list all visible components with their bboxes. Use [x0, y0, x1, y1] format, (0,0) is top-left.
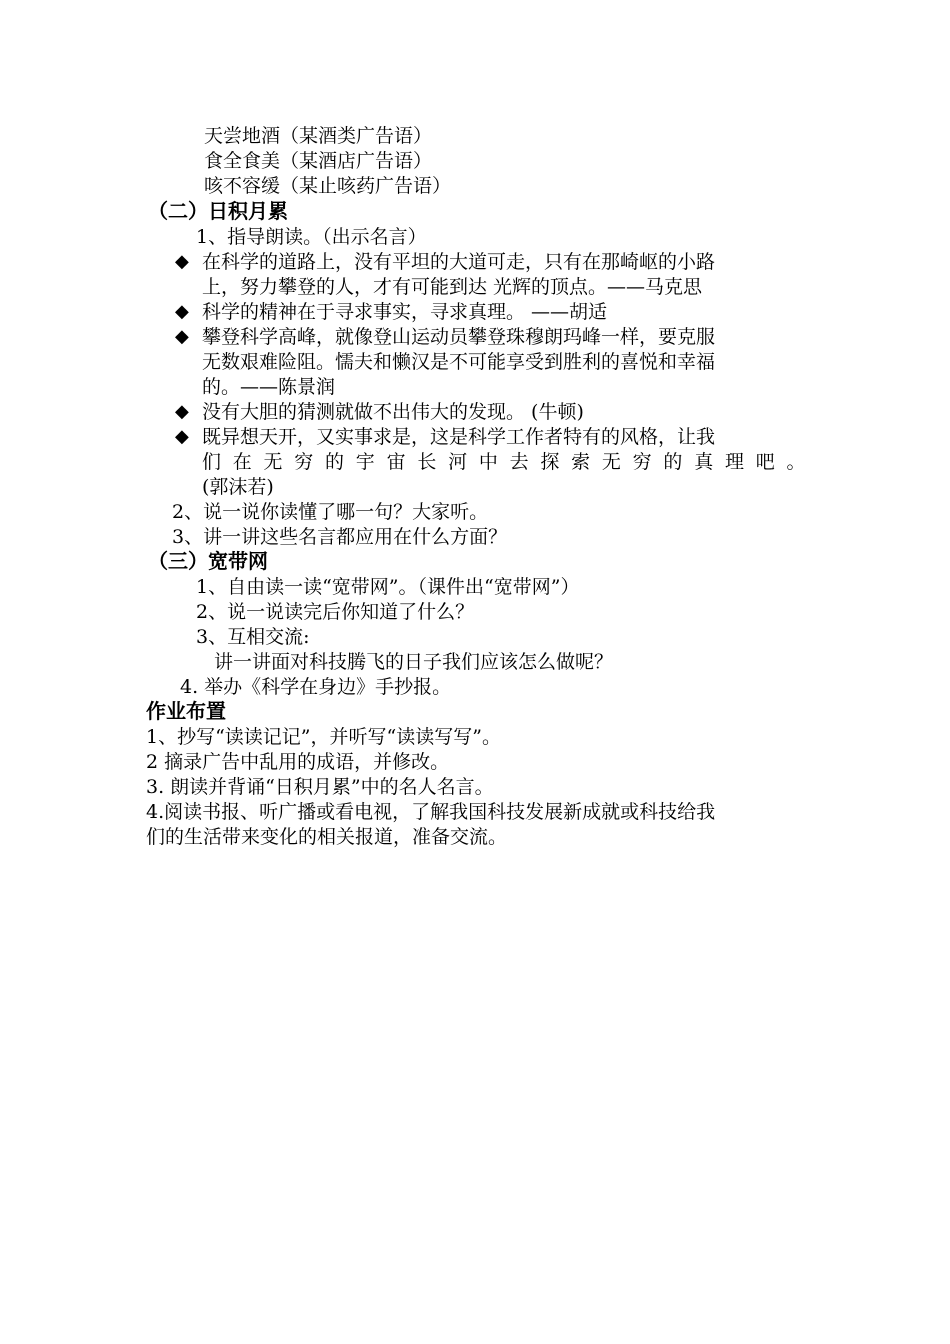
- diamond-bullet-icon: ◆: [175, 251, 189, 272]
- quote-guomoruo-line-1: 既异想天开，又实事求是，这是科学工作者特有的风格，让我: [202, 426, 716, 448]
- step-explain-quote: 2、说一说你读懂了哪一句？大家听。: [172, 501, 489, 523]
- quote-chenjingrun-line-2: 无数艰难险阻。懦夫和懒汉是不可能享受到胜利的喜悦和幸福: [202, 351, 716, 373]
- homework-item-3: 3. 朗读并背诵“日积月累”中的名人名言。: [146, 776, 494, 798]
- step-apply-quotes: 3、讲一讲这些名言都应用在什么方面？: [172, 526, 508, 548]
- quote-marx-line-2: 上，努力攀登的人，才有可能到达 光辉的顶点。——马克思: [202, 276, 703, 298]
- quote-marx-line-1: 在科学的道路上，没有平坦的大道可走，只有在那崎岖的小路: [202, 251, 716, 273]
- quote-chenjingrun-line-3: 的。——陈景润: [202, 376, 336, 398]
- diamond-bullet-icon: ◆: [175, 426, 189, 447]
- section-heading-broadband: （三）宽带网: [148, 549, 268, 573]
- quote-hushi: 科学的精神在于寻求事实，寻求真理。 ——胡适: [202, 301, 608, 323]
- section-heading-rijiyuelei: （二）日积月累: [148, 199, 288, 223]
- ad-slogan-1: 天尝地酒（某酒类广告语）: [204, 125, 433, 147]
- ad-slogan-2: 食全食美（某酒店广告语）: [204, 150, 433, 172]
- homework-item-4-line-2: 们的生活带来变化的相关报道，准备交流。: [146, 826, 508, 848]
- step-exchange: 3、互相交流:: [196, 626, 310, 648]
- quote-newton: 没有大胆的猜测就做不出伟大的发现。 (牛顿): [202, 401, 584, 423]
- step-exchange-detail: 讲一讲面对科技腾飞的日子我们应该怎么做呢？: [214, 651, 614, 673]
- ad-slogan-3: 咳不容缓（某止咳药广告语）: [204, 175, 452, 197]
- step-guided-reading: 1、指导朗读。（出示名言）: [196, 226, 427, 248]
- diamond-bullet-icon: ◆: [175, 401, 189, 422]
- homework-item-2: 2 摘录广告中乱用的成语，并修改。: [146, 751, 450, 773]
- step-handwritten-newspaper: 4. 举办《科学在身边》手抄报。: [180, 676, 452, 698]
- homework-item-4-line-1: 4.阅读书报、听广播或看电视，了解我国科技发展新成就或科技给我: [146, 801, 716, 823]
- homework-item-1: 1、抄写“读读记记”，并听写“读读写写”。: [146, 726, 501, 748]
- quote-chenjingrun-line-1: 攀登科学高峰，就像登山运动员攀登珠穆朗玛峰一样，要克服: [202, 326, 716, 348]
- quote-guomoruo-line-2: 们在无穷的宇宙长河中去探索无穷的真理吧。: [202, 451, 806, 473]
- diamond-bullet-icon: ◆: [175, 326, 189, 347]
- step-summarize: 2、说一说读完后你知道了什么？: [196, 601, 475, 623]
- homework-heading: 作业布置: [146, 699, 226, 723]
- quote-guomoruo-line-3: (郭沫若): [202, 476, 274, 498]
- step-free-reading: 1、自由读一读“宽带网”。（课件出“宽带网”）: [196, 576, 580, 598]
- diamond-bullet-icon: ◆: [175, 301, 189, 322]
